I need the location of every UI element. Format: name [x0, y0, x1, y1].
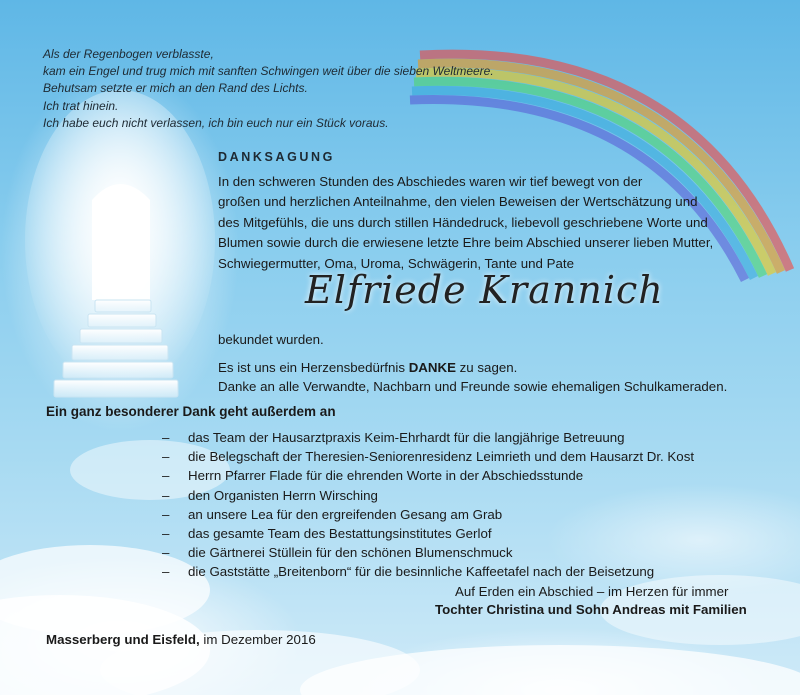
- poem-line: Behutsam setzte er mich an den Rand des Lichts.: [43, 81, 308, 96]
- poem-line: kam ein Engel und trug mich mit sanften Schwingen weit über die sieben Weltmeere.: [43, 64, 494, 79]
- date-text: im Dezember 2016: [199, 632, 316, 647]
- dash-bullet: –: [162, 468, 170, 484]
- memorial-poem: [43, 46, 494, 132]
- poem-line: Ich habe euch nicht verlassen, ich bin euch nur ein Stück voraus.: [43, 115, 389, 130]
- danksagung-heading: DANKSAGUNG: [218, 150, 335, 164]
- thanks-text: Es ist uns ein Herzensbedürfnis: [218, 360, 409, 375]
- poem-line: Als der Regenbogen verblasste,: [43, 47, 214, 61]
- thanks-paragraph: [218, 358, 727, 396]
- intro-line: Blumen sowie durch die erwiesene letzte Ehre beim Abschied unserer lieben Mutter,: [218, 235, 714, 251]
- closing-motto: Auf Erden ein Abschied – im Herzen für immer: [455, 584, 729, 599]
- dash-bullet: –: [162, 545, 170, 561]
- dash-bullet: –: [162, 506, 170, 522]
- place-name: Masserberg und Eisfeld,: [46, 632, 200, 647]
- bekundet-line: bekundet wurden.: [218, 332, 324, 347]
- closing-signers: Tochter Christina und Sohn Andreas mit Familien: [435, 602, 747, 617]
- thanks-line-2: Danke an alle Verwandte, Nachbarn und Freunde sowie ehemaligen Schulkameraden.: [218, 379, 728, 394]
- place-and-date: [46, 632, 316, 647]
- list-item-text: die Gärtnerei Stüllein für den schönen Blumenschmuck: [188, 545, 513, 561]
- intro-paragraph: [218, 172, 713, 274]
- deceased-name: Elfriede Krannich: [305, 268, 664, 312]
- list-item-text: den Organisten Herrn Wirsching: [188, 487, 378, 503]
- thanks-line-1: [218, 358, 727, 377]
- dash-bullet: –: [162, 487, 170, 503]
- intro-line: Schwiegermutter, Oma, Uroma, Schwägerin, Tante und Pate: [218, 255, 574, 271]
- poem-line: Ich trat hinein.: [43, 98, 119, 113]
- dash-bullet: –: [162, 525, 170, 541]
- list-item-text: die Belegschaft der Theresien-Seniorenresidenz Leimrieth und dem Hausarzt Dr. Kost: [188, 449, 695, 465]
- list-item-text: das Team der Hausarztpraxis Keim-Ehrhardt für die langjährige Betreuung: [188, 430, 625, 445]
- dash-bullet: –: [162, 449, 170, 465]
- intro-line: des Mitgefühls, die uns durch stillen Händedruck, liebevoll geschriebene Worte und: [218, 214, 708, 230]
- intro-line: In den schweren Stunden des Abschiedes waren wir tief bewegt von der: [218, 174, 643, 189]
- list-item-text: die Gaststätte „Breitenborn“ für die besinnliche Kaffeetafel nach der Beisetzung: [188, 564, 655, 580]
- special-thanks-heading: Ein ganz besonderer Dank geht außerdem an: [46, 404, 336, 419]
- list-item-text: an unsere Lea für den ergreifenden Gesang am Grab: [188, 506, 503, 522]
- danke-word: DANKE: [408, 360, 456, 375]
- thanks-text: zu sagen.: [455, 360, 518, 375]
- intro-line: großen und herzlichen Anteilnahme, den vielen Beweisen der Wertschätzung und: [218, 194, 698, 210]
- list-item-text: das gesamte Team des Bestattungsinstitutes Gerlof: [188, 525, 492, 541]
- dash-bullet: –: [162, 564, 170, 580]
- list-item-text: Herrn Pfarrer Flade für die ehrenden Worte in der Abschiedsstunde: [188, 468, 584, 484]
- dash-bullet: –: [162, 430, 170, 445]
